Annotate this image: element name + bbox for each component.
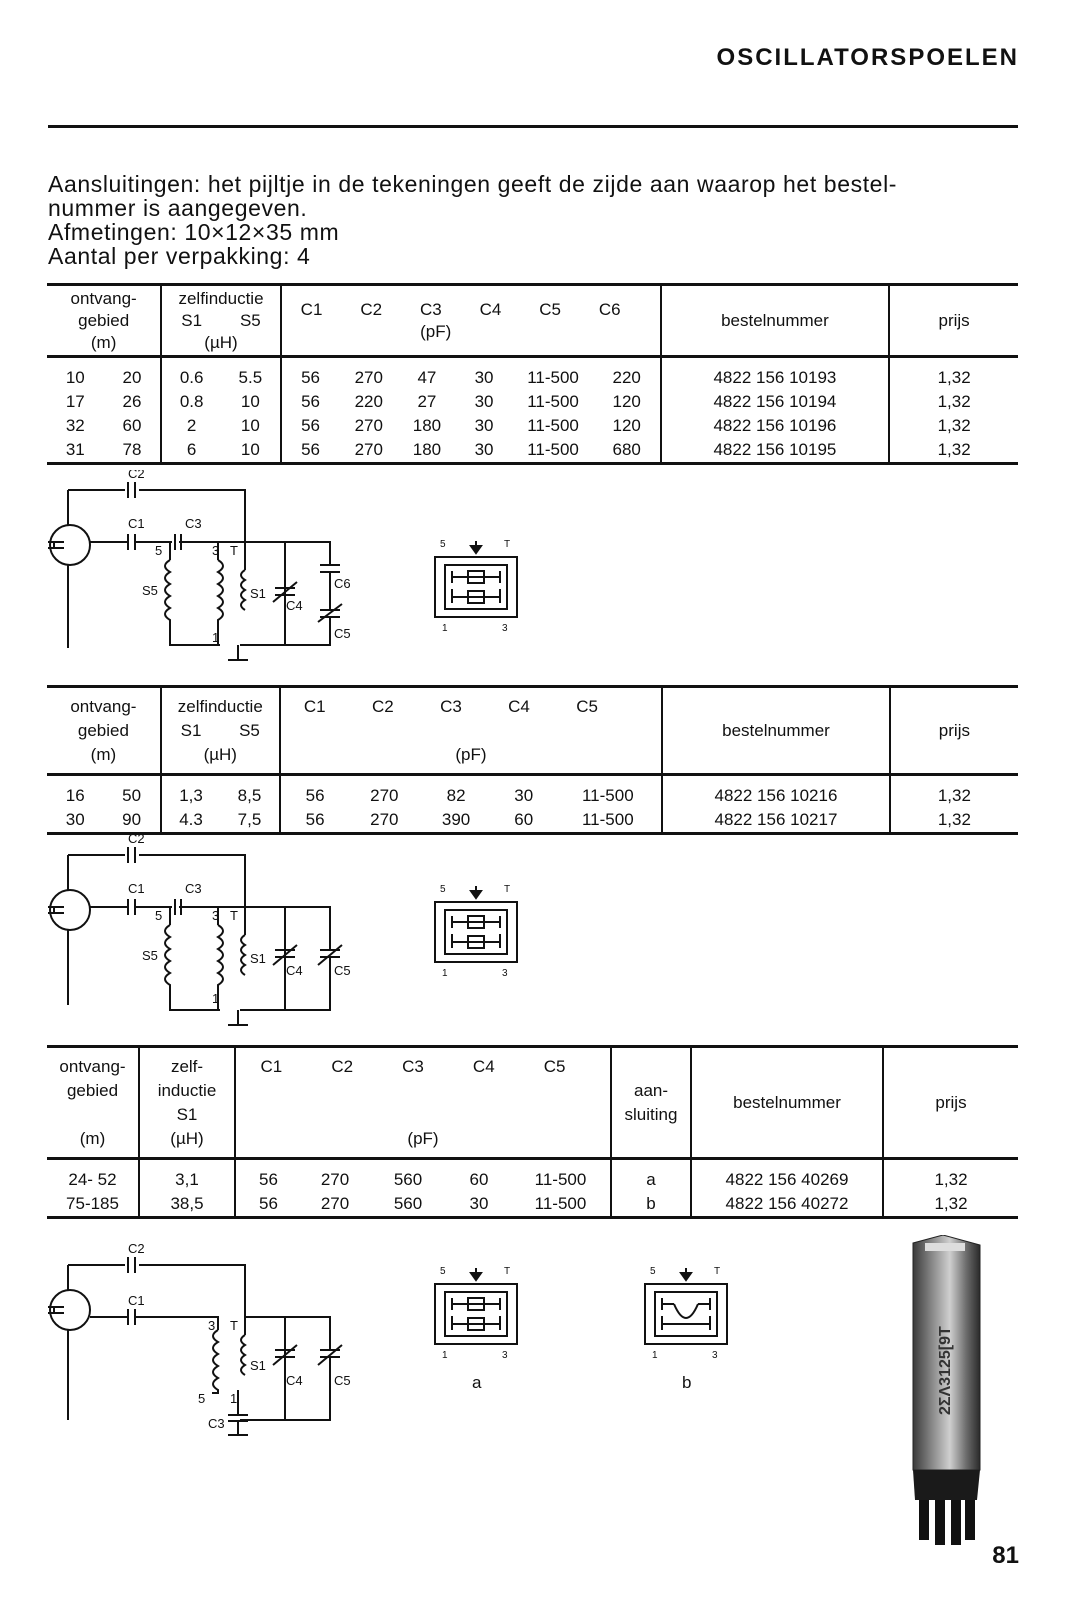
cell-price: 1,32 (889, 357, 1018, 391)
header-c6: C6 (598, 299, 621, 319)
cell-c5: 11-500 (527, 440, 579, 459)
pin-label-T: T (504, 1266, 511, 1277)
cell-c2: 270 (354, 368, 383, 387)
cell-s5: 10 (240, 416, 260, 435)
header-s5: S5 (239, 720, 260, 740)
cell-s5: 5.5 (238, 368, 263, 387)
table-row (47, 357, 1018, 391)
header-c1: C1 (300, 299, 323, 319)
cell-c5: 11-500 (581, 786, 634, 805)
header-c5: C5 (576, 696, 598, 716)
header-uh: (µH) (203, 744, 237, 764)
pin-label-1: 1 (442, 1350, 448, 1361)
cell-c3: 47 (417, 368, 437, 387)
cell-c2: 270 (320, 1170, 350, 1189)
cell-order-number: 4822 156 40269 (691, 1159, 883, 1193)
cell-c5: 11-500 (581, 810, 634, 829)
cell-c3: 180 (412, 440, 442, 459)
oscillator-schematic-3 (40, 1235, 360, 1475)
cell-c4: 60 (469, 1170, 489, 1189)
header-order-number: bestelnummer (691, 1047, 883, 1159)
cell-c1: 56 (281, 438, 340, 464)
cell-c6: 680 (612, 440, 641, 459)
cell-price: 1,32 (889, 390, 1018, 414)
label-pin5: 5 (198, 1391, 206, 1406)
header-c5: C5 (543, 1056, 566, 1076)
cell-price: 1,32 (890, 775, 1018, 809)
cell-c4: 30 (474, 368, 494, 387)
cell-order-number: 4822 156 40272 (691, 1192, 883, 1218)
cell-connection: a (611, 1159, 691, 1193)
cell-s1: 0.6 (161, 357, 221, 391)
pin-label-3: 3 (502, 968, 508, 979)
header-pf: (pF) (407, 1128, 439, 1148)
intro-line-packaging: Aantal per verpakking: 4 (48, 243, 311, 269)
pinout-diagram-a (430, 1262, 530, 1397)
coil-marking: 2ΣΛ3125[9T (937, 1326, 954, 1415)
label-c6: C6 (334, 576, 351, 591)
table-row (47, 808, 1018, 834)
header-c2: C2 (371, 696, 394, 716)
page-title: OSCILLATORSPOELEN (716, 44, 1019, 71)
triode-tube-icon (50, 525, 90, 565)
pinout-diagram-1 (430, 535, 530, 640)
label-c3: C3 (208, 1416, 225, 1431)
cell-c6: 220 (612, 368, 641, 387)
label-pin3: 3 (208, 1318, 216, 1333)
coil-product-photo (895, 1235, 990, 1560)
cell-price: 1,32 (883, 1159, 1018, 1193)
page-number: 81 (992, 1542, 1019, 1569)
cell-range-from: 32 (65, 416, 85, 435)
cell-connection: b (611, 1192, 691, 1218)
triode-tube-icon (50, 1290, 90, 1330)
intro-line-connections: Aansluitingen: het pijltje in de tekeningen geeft de zijde aan waarop het bestel- (48, 171, 898, 197)
label-pinT: T (230, 1318, 238, 1333)
header-inductance-title: zelfinductie (177, 696, 263, 716)
cell-price: 1,32 (889, 414, 1018, 438)
label-s5: S5 (142, 583, 158, 598)
cell-s5: 7,5 (237, 810, 262, 829)
cell-price: 1,32 (890, 808, 1018, 834)
cell-c5: 11-500 (527, 416, 579, 435)
cell-c3: 27 (417, 392, 437, 411)
table-row (47, 438, 1018, 464)
cell-c3: 560 (393, 1170, 423, 1189)
cell-range-to: 20 (122, 368, 142, 387)
label-pinT: T (230, 543, 238, 558)
label-c5: C5 (334, 626, 351, 641)
cell-c2: 270 (370, 810, 399, 829)
header-c1: C1 (303, 696, 326, 716)
pin-label-5: 5 (440, 884, 446, 895)
header-price: prijs (889, 285, 1018, 357)
pin-label-T: T (714, 1266, 721, 1277)
header-pf: (pF) (455, 744, 487, 764)
spec-table-2 (47, 685, 1018, 835)
pin-label-3: 3 (502, 1350, 508, 1361)
cell-c3: 82 (446, 786, 466, 805)
header-inductance-title: zelfinductie (178, 288, 264, 308)
label-pin3: 3 (212, 908, 220, 923)
cell-order-number: 4822 156 10196 (661, 414, 890, 438)
pin-label-5: 5 (440, 539, 446, 550)
intro-line-connections-cont: nummer is aangegeven. (48, 195, 308, 221)
header-range: ontvang- gebied (m) (70, 696, 137, 764)
cell-order-number: 4822 156 10216 (662, 775, 890, 809)
pinout-diagram-b (640, 1262, 740, 1397)
cell-c2: 270 (354, 440, 383, 459)
cell-c6: 120 (612, 392, 641, 411)
cell-c5: 11-500 (534, 1170, 587, 1189)
cell-c4: 30 (474, 392, 494, 411)
cell-order-number: 4822 156 10217 (662, 808, 890, 834)
cell-c4: 30 (469, 1194, 489, 1213)
label-pin1: 1 (212, 991, 220, 1006)
cell-range-from: 30 (65, 810, 85, 829)
header-connection: aan- sluiting (611, 1047, 691, 1159)
spec-table-1 (47, 283, 1018, 465)
spec-table-3 (47, 1045, 1018, 1219)
cell-s1: 1,3 (161, 775, 220, 809)
cell-c3: 390 (441, 810, 471, 829)
header-order-number: bestelnummer (662, 687, 890, 775)
table-row (47, 390, 1018, 414)
label-pin5: 5 (155, 543, 163, 558)
cell-order-number: 4822 156 10193 (661, 357, 890, 391)
cell-s1: 2 (161, 414, 221, 438)
cell-s1: 38,5 (139, 1192, 235, 1218)
table-row (47, 414, 1018, 438)
table-row (47, 775, 1018, 809)
cell-range-to: 60 (122, 416, 142, 435)
cell-range: 24- 52 (68, 1170, 117, 1189)
cell-s5: 10 (240, 392, 260, 411)
title-divider (48, 125, 1018, 128)
label-s1: S1 (250, 1358, 266, 1373)
label-c2: C2 (128, 470, 145, 481)
pin-label-1: 1 (442, 623, 448, 634)
pin-label-3: 3 (502, 623, 508, 634)
intro-text (48, 172, 897, 268)
cell-c1: 56 (281, 390, 340, 414)
cell-order-number: 4822 156 10194 (661, 390, 890, 414)
header-c2: C2 (331, 1056, 354, 1076)
label-pin5: 5 (155, 908, 163, 923)
cell-s5: 8,5 (237, 786, 262, 805)
cell-s1: 4.3 (161, 808, 220, 834)
label-c3: C3 (185, 881, 202, 896)
cell-price: 1,32 (889, 438, 1018, 464)
label-c4: C4 (286, 1373, 303, 1388)
cell-range-from: 17 (65, 392, 85, 411)
cell-c1: 56 (235, 1192, 301, 1218)
cell-range-from: 31 (65, 440, 85, 459)
header-c4: C4 (472, 1056, 495, 1076)
header-c4: C4 (479, 299, 502, 319)
header-c1: C1 (260, 1056, 283, 1076)
label-c1: C1 (128, 881, 145, 896)
cell-c5: 11-500 (534, 1194, 587, 1213)
header-range: ontvang- gebied (m) (59, 1056, 126, 1148)
header-order-number: bestelnummer (661, 285, 890, 357)
table-row (47, 1192, 1018, 1218)
oscillator-schematic-2 (40, 835, 360, 1035)
header-c3: C3 (440, 696, 462, 716)
label-c2: C2 (128, 835, 145, 846)
cell-c5: 11-500 (527, 368, 579, 387)
cell-c4: 30 (474, 440, 494, 459)
triode-tube-icon (50, 890, 90, 930)
pin-label-5: 5 (440, 1266, 446, 1277)
label-pinT: T (230, 908, 238, 923)
cell-order-number: 4822 156 10195 (661, 438, 890, 464)
cell-range-to: 78 (122, 440, 142, 459)
oscillator-schematic-1 (40, 470, 380, 680)
cell-range-to: 26 (122, 392, 142, 411)
label-s5: S5 (142, 948, 158, 963)
table-row (47, 1159, 1018, 1193)
header-c3: C3 (402, 1056, 424, 1076)
cell-c3: 180 (412, 416, 442, 435)
cell-c1: 56 (281, 357, 340, 391)
header-price: prijs (890, 687, 1018, 775)
label-c4: C4 (286, 598, 303, 613)
header-s1: S1 (180, 720, 202, 740)
pin-label-1: 1 (442, 968, 448, 979)
cell-c6: 120 (612, 416, 641, 435)
cell-c1: 56 (280, 808, 350, 834)
cell-s1: 3,1 (139, 1159, 235, 1193)
label-c1: C1 (128, 1293, 145, 1308)
cell-s1: 0.8 (161, 390, 221, 414)
cell-c1: 56 (281, 414, 340, 438)
cell-range-to: 50 (122, 786, 142, 805)
label-s1: S1 (250, 586, 266, 601)
pinout-label-b: b (682, 1373, 692, 1392)
label-c3: C3 (185, 516, 202, 531)
label-c1: C1 (128, 516, 145, 531)
header-c4: C4 (508, 696, 530, 716)
cell-range-from: 16 (65, 786, 85, 805)
label-pin1: 1 (230, 1391, 238, 1406)
cell-c2: 220 (354, 392, 383, 411)
pinout-label-a: a (472, 1373, 482, 1392)
header-capacitors (281, 285, 661, 357)
cell-c4: 30 (514, 786, 534, 805)
cell-range-to: 90 (122, 810, 142, 829)
header-price: prijs (883, 1047, 1018, 1159)
cell-c5: 11-500 (527, 392, 579, 411)
pin-label-T: T (504, 539, 511, 550)
pinout-diagram-2 (430, 880, 530, 985)
cell-s5: 10 (240, 440, 260, 459)
cell-c4: 60 (514, 810, 534, 829)
header-c2: C2 (360, 299, 383, 319)
cell-c2: 270 (354, 416, 383, 435)
header-inductance (161, 285, 280, 357)
pin-label-1: 1 (652, 1350, 658, 1361)
cell-s1: 6 (161, 438, 221, 464)
label-c5: C5 (334, 1373, 351, 1388)
cell-c1: 56 (280, 775, 350, 809)
cell-c2: 270 (370, 786, 399, 805)
header-capacitors (235, 1047, 611, 1159)
label-c2: C2 (128, 1241, 145, 1256)
cell-c4: 30 (474, 416, 494, 435)
header-capacitors (280, 687, 662, 775)
header-pf: (pF) (420, 321, 452, 341)
header-inductance (161, 687, 280, 775)
label-c4: C4 (286, 963, 303, 978)
pin-label-T: T (504, 884, 511, 895)
cell-c2: 270 (320, 1194, 350, 1213)
cell-c3: 560 (393, 1194, 423, 1213)
pin-label-3: 3 (712, 1350, 718, 1361)
cell-c1: 56 (235, 1159, 301, 1193)
cell-range: 75-185 (66, 1194, 119, 1213)
label-pin1: 1 (212, 630, 220, 645)
header-uh: (µH) (204, 332, 238, 352)
intro-line-dimensions: Afmetingen: 10×12×35 mm (48, 219, 340, 245)
header-s1: S1 (181, 310, 203, 330)
header-s5: S5 (239, 310, 261, 330)
cell-price: 1,32 (883, 1192, 1018, 1218)
label-pin3: 3 (212, 543, 220, 558)
label-s1: S1 (250, 951, 266, 966)
header-c3: C3 (419, 299, 442, 319)
cell-range-from: 10 (65, 368, 85, 387)
header-range: ontvang- gebied (m) (70, 288, 137, 352)
pin-label-5: 5 (650, 1266, 656, 1277)
label-c5: C5 (334, 963, 351, 978)
header-c5: C5 (539, 299, 561, 319)
header-inductance: zelf- inductie S1 (µH) (139, 1047, 235, 1159)
